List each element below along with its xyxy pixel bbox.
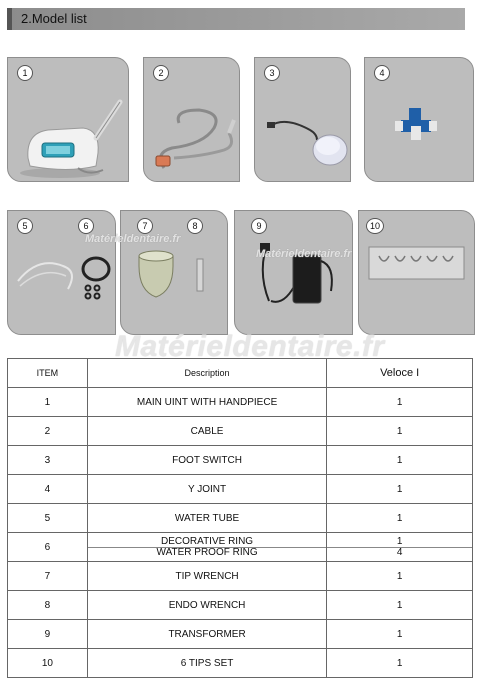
item-number: 3	[8, 446, 88, 475]
item-number: 9	[8, 620, 88, 649]
section-title: 2.Model list	[21, 11, 87, 26]
section-header	[7, 8, 465, 30]
card-number-badge: 2	[153, 65, 169, 81]
item-quantity: 1	[327, 562, 473, 591]
product-card-transformer	[234, 210, 353, 335]
table-row	[8, 649, 473, 678]
product-card-y-joint	[364, 57, 474, 182]
item-description-split	[87, 533, 327, 562]
card-number-badge: 1	[17, 65, 33, 81]
item-number: 1	[8, 388, 88, 417]
item-number: 10	[8, 649, 88, 678]
item-number: 5	[8, 504, 88, 533]
item-quantity: 1	[327, 475, 473, 504]
item-description: TRANSFORMER	[87, 620, 327, 649]
item-quantity-split	[327, 533, 473, 562]
item-quantity: 1	[327, 591, 473, 620]
item-description: MAIN UINT WITH HANDPIECE	[87, 388, 327, 417]
item-quantity: 1	[327, 446, 473, 475]
table-row	[8, 475, 473, 504]
product-card-foot-switch	[254, 57, 351, 182]
item-description: Y JOINT	[87, 475, 327, 504]
card-number-badge: 3	[264, 65, 280, 81]
tips-set-image	[359, 211, 474, 334]
product-card-water-tube-rings	[7, 210, 116, 335]
item-number: 2	[8, 417, 88, 446]
item-number: 4	[8, 475, 88, 504]
header-model: Veloce I	[327, 359, 473, 388]
item-number: 7	[8, 562, 88, 591]
item-description: WATER PROOF RING	[156, 547, 258, 558]
watermark-text: Matérieldentaire.fr	[256, 248, 352, 260]
item-number: 6	[8, 533, 88, 562]
transformer-image	[235, 211, 352, 334]
wrenches-image	[121, 211, 227, 334]
watermark-text: Matérieldentaire.fr	[115, 330, 385, 363]
cable-image	[144, 58, 239, 181]
card-number-badge: 9	[251, 218, 267, 234]
item-quantity: 1	[396, 536, 403, 547]
card-number-badge: 7	[137, 218, 153, 234]
card-number-badge: 4	[374, 65, 390, 81]
product-card-tips-set	[358, 210, 475, 335]
card-number-badge: 5	[17, 218, 33, 234]
header-accent	[7, 8, 12, 30]
card-number-badge: 10	[366, 218, 384, 234]
item-quantity: 1	[327, 388, 473, 417]
table-row	[8, 562, 473, 591]
table-header-row	[8, 359, 473, 388]
item-description: CABLE	[87, 417, 327, 446]
foot-switch-image	[255, 58, 350, 181]
header-description: Description	[87, 359, 327, 388]
table-row	[8, 446, 473, 475]
item-quantity: 1	[327, 504, 473, 533]
item-quantity: 4	[396, 547, 403, 558]
watermark-text: Matérieldentaire.fr	[85, 233, 181, 245]
item-description: DECORATIVE RING	[161, 536, 254, 547]
header-item: ITEM	[8, 359, 88, 388]
card-number-badge: 8	[187, 218, 203, 234]
item-quantity: 1	[327, 620, 473, 649]
model-list-table	[7, 358, 473, 678]
table-row	[8, 591, 473, 620]
item-description: 6 TIPS SET	[87, 649, 327, 678]
product-card-wrenches	[120, 210, 228, 335]
item-quantity: 1	[327, 417, 473, 446]
main-unit-image	[8, 58, 128, 181]
table-row	[8, 620, 473, 649]
water-tube-rings-image	[8, 211, 115, 334]
product-card-main-unit	[7, 57, 129, 182]
item-number: 8	[8, 591, 88, 620]
item-quantity: 1	[327, 649, 473, 678]
item-description: WATER TUBE	[87, 504, 327, 533]
item-description: FOOT SWITCH	[87, 446, 327, 475]
product-card-cable	[143, 57, 240, 182]
item-description: ENDO WRENCH	[87, 591, 327, 620]
table-row	[8, 504, 473, 533]
table-row	[8, 388, 473, 417]
item-description: TIP WRENCH	[87, 562, 327, 591]
y-joint-image	[365, 58, 473, 181]
table-row	[8, 533, 473, 562]
card-number-badge: 6	[78, 218, 94, 234]
table-row	[8, 417, 473, 446]
